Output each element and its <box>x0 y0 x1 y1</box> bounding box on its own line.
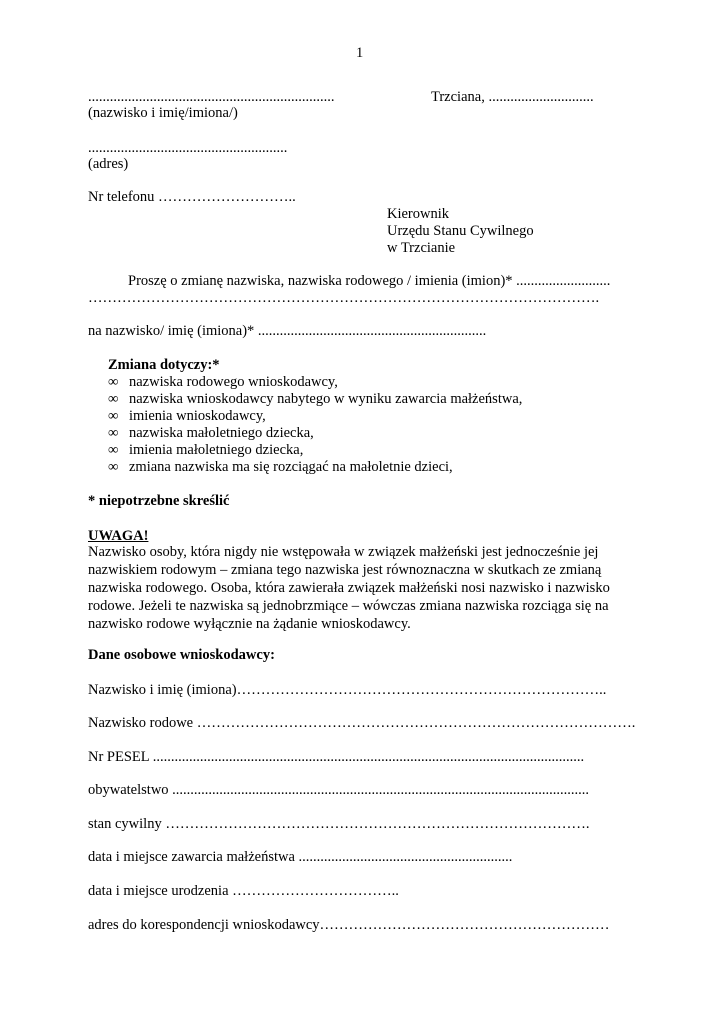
notice-line: nazwiska rodowego. Osoba, która zawierała związek małżeński nosi nazwisko i nazwisko <box>88 580 610 596</box>
list-item <box>108 424 314 442</box>
field-citizenship: obywatelstwo ................................................................................................................... <box>88 782 590 798</box>
address-label: (adres) <box>88 156 129 172</box>
bullet-icon: ∞ <box>108 374 119 390</box>
bullet-icon: ∞ <box>108 459 119 475</box>
list-item-label: nazwiska wnioskodawcy nabytego w wyniku zawarcia małżeństwa, <box>129 391 523 407</box>
list-item <box>108 458 453 476</box>
bullet-icon: ∞ <box>108 425 119 441</box>
list-item <box>108 441 304 459</box>
notice-line: nazwisko rodowe wyłącznie na żądanie wnioskodawcy. <box>88 616 411 632</box>
list-item <box>108 373 338 391</box>
notice-heading: UWAGA! <box>88 528 149 544</box>
request-line-1: Proszę o zmianę nazwiska, nazwiska rodowego / imienia (imion)* .......................... <box>128 273 611 289</box>
notice-line: rodowe. Jeżeli te nazwiska są jednobrzmiące – wówczas zmiana nazwiska rozciąga się na <box>88 598 609 614</box>
request-line-3: na nazwisko/ imię (imiona)* ............................................................... <box>88 323 487 339</box>
list-item-label: nazwiska małoletniego dziecka, <box>129 425 314 441</box>
field-pesel: Nr PESEL ....................................................................................................................... <box>88 749 585 765</box>
field-marital-status: stan cywilny ……………………………………………………………………………. <box>88 816 590 832</box>
footnote: * niepotrzebne skreślić <box>88 493 230 509</box>
field-birth-date-place: data i miejsce urodzenia …………………………….. <box>88 883 399 899</box>
recipient-line-3: w Trzcianie <box>387 240 456 256</box>
bullet-icon: ∞ <box>108 408 119 424</box>
field-full-name: Nazwisko i imię (imiona)………………………………………………………………….. <box>88 682 607 698</box>
personal-heading: Dane osobowe wnioskodawcy: <box>88 647 275 663</box>
recipient-line-2: Urzędu Stanu Cywilnego <box>387 223 534 239</box>
field-marriage-date-place: data i miejsce zawarcia małżeństwa ........................................................... <box>88 849 513 865</box>
address-dots: ....................................................... <box>88 140 288 156</box>
phone-line: Nr telefonu ……………………….. <box>88 189 296 205</box>
field-correspondence-address: adres do korespondencji wnioskodawcy…………………………………………………… <box>88 917 610 933</box>
recipient-line-1: Kierownik <box>387 206 450 222</box>
list-item <box>108 390 523 408</box>
bullet-icon: ∞ <box>108 391 119 407</box>
name-dots: .................................................................... <box>88 89 335 105</box>
name-label: (nazwisko i imię/imiona/) <box>88 105 238 121</box>
list-item-label: imienia małoletniego dziecka, <box>129 442 304 458</box>
place-date: Trzciana, ............................. <box>431 89 594 105</box>
request-line-2: ……………………………………………………………………………………………. <box>88 290 600 306</box>
notice-line: Nazwisko osoby, która nigdy nie wstępowała w związek małżeński jest jednocześnie jej <box>88 544 599 560</box>
page-number: 1 <box>356 45 364 61</box>
bullet-icon: ∞ <box>108 442 119 458</box>
notice-paragraph <box>88 543 648 633</box>
field-family-name: Nazwisko rodowe ………………………………………………………………………………. <box>88 715 636 731</box>
list-item-label: nazwiska rodowego wnioskodawcy, <box>129 374 338 390</box>
notice-line: nazwiskiem rodowym – zmiana tego nazwiska jest równoznaczna w skutkach ze zmianą <box>88 562 602 578</box>
list-item-label: zmiana nazwiska ma się rozciągać na małoletnie dzieci, <box>129 459 453 475</box>
list-item <box>108 407 266 425</box>
change-heading: Zmiana dotyczy:* <box>108 357 220 373</box>
list-item-label: imienia wnioskodawcy, <box>129 408 266 424</box>
